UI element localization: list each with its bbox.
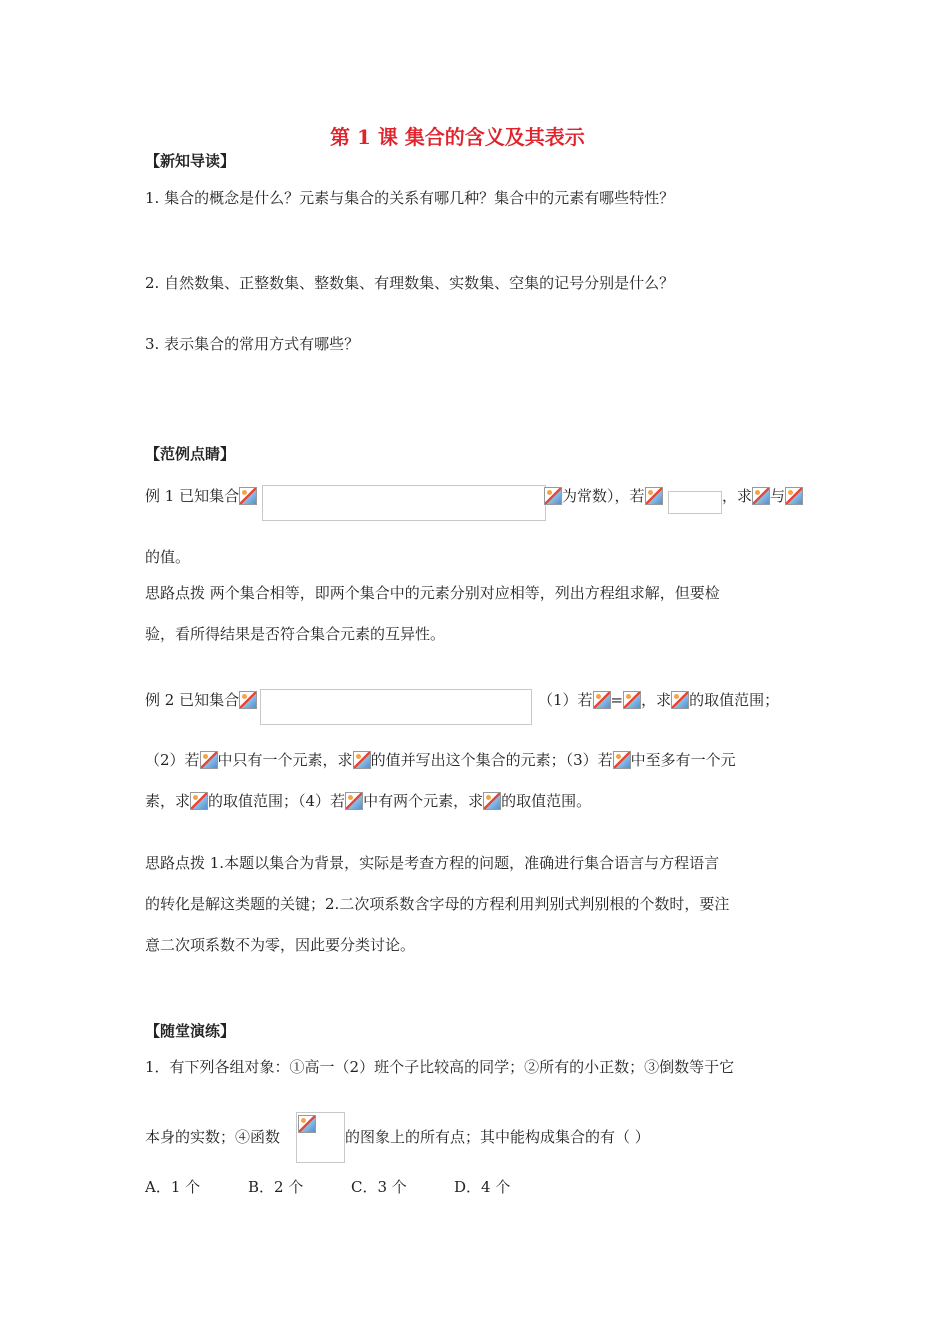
formula-image-icon — [298, 1115, 316, 1133]
example-2-text: 中只有一个元素，求 — [217, 751, 353, 769]
option-d: D．4 个 — [454, 1178, 511, 1196]
example-2-text: ，求 — [641, 691, 672, 709]
example-1-text: 例 1 已知集合 — [145, 487, 240, 505]
example-1-line-1-end — [722, 486, 803, 506]
example-2-text: （2）若 — [145, 751, 200, 769]
example-1-line-1 — [145, 486, 257, 506]
example-2-line-2 — [145, 750, 736, 770]
practice-1-line-2-cont: 的图象上的所有点；其中能构成集合的有（ ） — [345, 1128, 650, 1146]
question-3: 3. 表示集合的常用方式有哪些？ — [145, 335, 360, 353]
example-1-text: 与 — [770, 487, 786, 505]
section-heading-new-knowledge: 【新知导读】 — [145, 152, 236, 170]
question-2: 2. 自然数集、正整数集、整数集、有理数集、实数集、空集的记号分别是什么？ — [145, 274, 675, 292]
formula-image-holder — [298, 1114, 316, 1134]
example-2-line-1 — [145, 690, 257, 710]
example-2-text: 的取值范围。 — [501, 792, 592, 810]
formula-image-icon — [190, 792, 208, 810]
formula-image-icon — [593, 691, 611, 709]
formula-image-icon — [239, 691, 257, 709]
example-1-text: ，求 — [722, 487, 753, 505]
formula-image-icon — [623, 691, 641, 709]
formula-image-icon — [645, 487, 663, 505]
lesson-title: 第 1 课 集合的含义及其表示 — [330, 125, 585, 149]
example-2-text: 的取值范围；（4）若 — [208, 792, 346, 810]
option-c: C．3 个 — [351, 1178, 407, 1196]
option-b: B．2 个 — [248, 1178, 304, 1196]
practice-text: 本身的实数；④函数 — [145, 1128, 281, 1146]
section-heading-practice: 【随堂演练】 — [145, 1022, 236, 1040]
formula-image-icon — [544, 487, 562, 505]
example-2-text: = — [610, 691, 624, 709]
formula-frame — [262, 485, 546, 521]
practice-1-line-1: 1．有下列各组对象：①高一（2）班个子比较高的同学；②所有的小正数；③倒数等于它 — [145, 1058, 735, 1076]
formula-image-icon — [200, 751, 218, 769]
example-2-text: 的取值范围； — [689, 691, 780, 709]
example-2-hint-line-1: 思路点拨 1.本题以集合为背景，实际是考查方程的问题，准确进行集合语言与方程语言 — [145, 854, 720, 872]
formula-image-icon — [752, 487, 770, 505]
formula-image-icon — [785, 487, 803, 505]
example-2-text: 中至多有一个元 — [630, 751, 736, 769]
example-2-text: 例 2 已知集合 — [145, 691, 240, 709]
formula-image-icon — [239, 487, 257, 505]
example-1-text: 为常数），若 — [562, 487, 645, 505]
example-2-line-3 — [145, 791, 591, 811]
example-1-line-1-cont — [544, 486, 663, 506]
example-2-text: 中有两个元素，求 — [363, 792, 484, 810]
example-2-text: 的值并写出这个集合的元素；（3）若 — [370, 751, 613, 769]
formula-image-icon — [613, 751, 631, 769]
formula-frame — [668, 491, 722, 514]
example-2-line-1-cont — [538, 690, 779, 710]
formula-image-icon — [345, 792, 363, 810]
option-a: A．1 个 — [145, 1178, 201, 1196]
formula-image-icon — [483, 792, 501, 810]
formula-image-icon — [353, 751, 371, 769]
example-1-hint-line-1: 思路点拨 两个集合相等，即两个集合中的元素分别对应相等，列出方程组求解，但要检 — [145, 584, 720, 602]
formula-frame — [260, 689, 532, 725]
formula-image-icon — [671, 691, 689, 709]
example-2-hint-line-2: 的转化是解这类题的关键；2.二次项系数含字母的方程利用判别式判别根的个数时，要注 — [145, 895, 730, 913]
practice-1-line-2 — [145, 1127, 280, 1147]
example-2-hint-line-3: 意二次项系数不为零，因此要分类讨论。 — [145, 936, 416, 954]
section-heading-examples: 【范例点睛】 — [145, 445, 236, 463]
example-1-line-2: 的值。 — [145, 548, 191, 566]
example-1-hint-line-2: 验，看所得结果是否符合集合元素的互异性。 — [145, 625, 446, 643]
example-2-text: 素，求 — [145, 792, 191, 810]
question-1: 1. 集合的概念是什么？元素与集合的关系有哪几种？集合中的元素有哪些特性？ — [145, 189, 675, 207]
example-2-text: （1）若 — [538, 691, 593, 709]
